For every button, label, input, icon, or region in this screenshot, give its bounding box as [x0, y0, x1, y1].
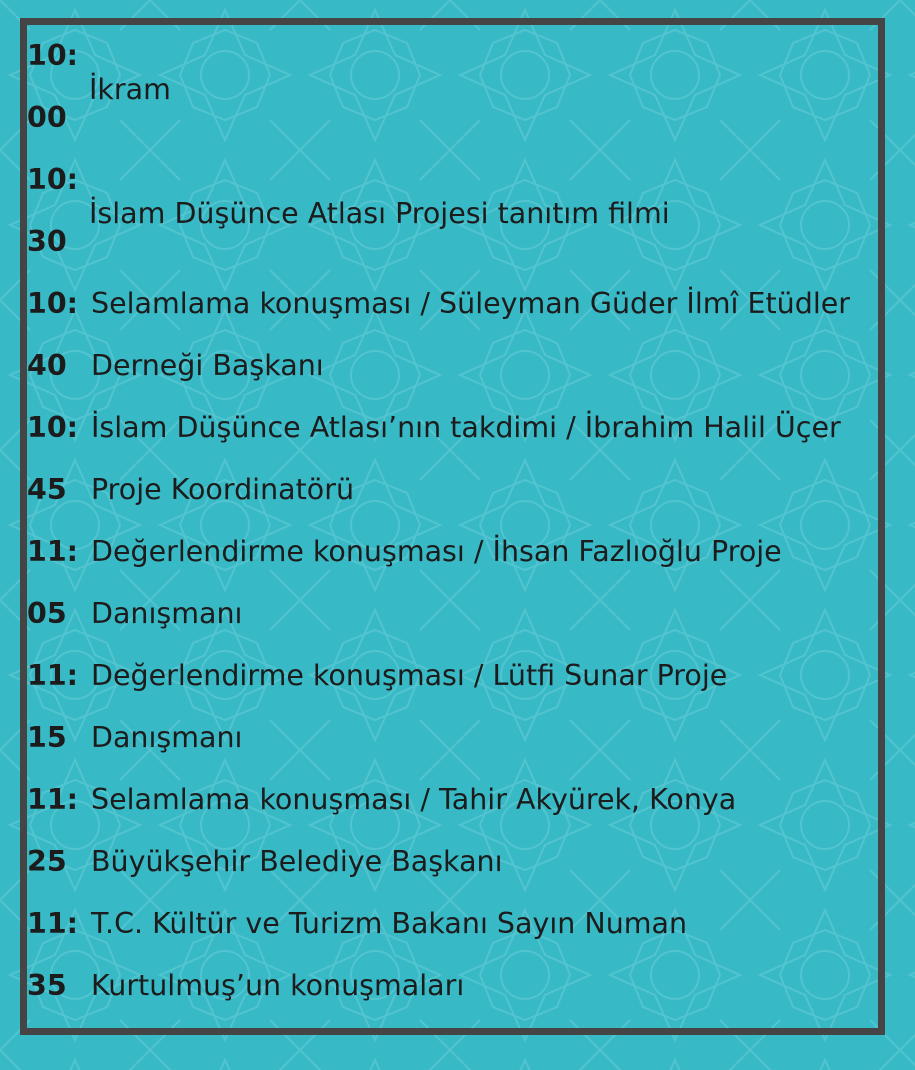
event-description: İkram — [89, 73, 171, 106]
schedule-list — [27, 25, 885, 1017]
event-description: Selamlama konuşması / Tahir Akyürek, Konya — [91, 783, 737, 816]
event-description-continued: Danışmanı — [91, 721, 243, 754]
schedule-row-line — [27, 335, 885, 397]
time-hour: 11: — [27, 907, 79, 940]
time-hour: 10: — [27, 287, 79, 320]
time-minute: 00 — [27, 101, 67, 134]
event-description-continued: Danışmanı — [91, 597, 243, 630]
event-description-continued: Kurtulmuş’un konuşmaları — [91, 969, 465, 1002]
schedule-row-line — [27, 955, 885, 1017]
schedule-row-line — [27, 583, 885, 645]
time-minute: 05 — [27, 597, 67, 630]
time-hour: 11: — [27, 783, 79, 816]
time-minute: 15 — [27, 721, 67, 754]
time-minute: 35 — [27, 969, 67, 1002]
schedule-row-line — [27, 893, 885, 955]
time-hour: 10: — [27, 411, 79, 444]
event-description-continued: Derneği Başkanı — [91, 349, 324, 382]
event-description: Değerlendirme konuşması / Lütfi Sunar Proje — [91, 659, 728, 692]
time-hour: 11: — [27, 659, 79, 692]
time-hour: 10: — [27, 163, 79, 196]
time-hour: 11: — [27, 535, 79, 568]
event-description-continued: Proje Koordinatörü — [91, 473, 355, 506]
time-minute: 25 — [27, 845, 67, 878]
event-description-continued: Büyükşehir Belediye Başkanı — [91, 845, 503, 878]
schedule-row — [27, 25, 885, 149]
event-description: Değerlendirme konuşması / İhsan Fazlıoğlu Proje — [91, 535, 782, 568]
event-description: İslam Düşünce Atlası’nın takdimi / İbrahim Halil Üçer — [91, 411, 841, 444]
event-description: Selamlama konuşması / Süleyman Güder İlmî Etüdler — [91, 287, 850, 320]
schedule-row-line — [27, 645, 885, 707]
schedule-row — [27, 149, 885, 273]
schedule-row-line — [27, 707, 885, 769]
time-hour: 10: — [27, 39, 79, 72]
event-description: T.C. Kültür ve Turizm Bakanı Sayın Numan — [91, 907, 688, 940]
time-minute: 30 — [27, 225, 67, 258]
time-minute: 40 — [27, 349, 67, 382]
schedule-row-line — [27, 831, 885, 893]
time-minute: 45 — [27, 473, 67, 506]
schedule-row-line — [27, 769, 885, 831]
schedule-row-line — [27, 273, 885, 335]
schedule-row-line — [27, 397, 885, 459]
time-cell — [27, 25, 91, 149]
schedule-row-line — [27, 521, 885, 583]
event-description: İslam Düşünce Atlası Projesi tanıtım filmi — [89, 197, 670, 230]
time-cell — [27, 149, 91, 273]
schedule-row-line — [27, 459, 885, 521]
